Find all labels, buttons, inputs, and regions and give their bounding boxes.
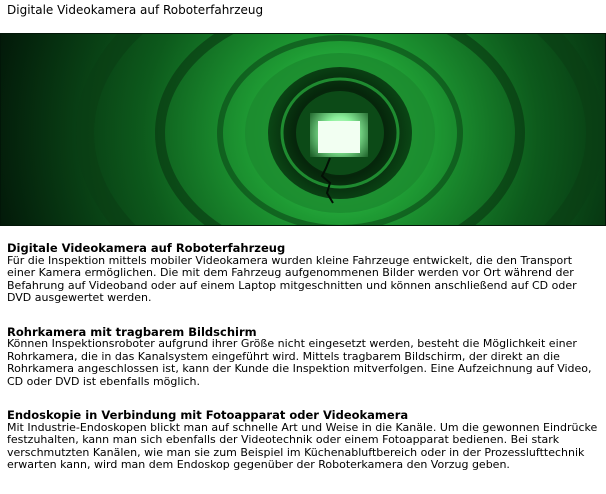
section-rohrkamera xyxy=(7,326,601,389)
section-text: Mit Industrie-Endoskopen blickt man auf schnelle Art und Weise in die Kanäle. Um die gewonnen Eindrücke festzuhalten, kann man sich ebenfalls der Videotechnik oder einem Fotoapparat bedienen. Bei stark verschmutzten Kanälen, wie man sie zum Beispiel im Küchenabluftbereich oder in der Prozesslufttechnik erwarten kann, wird man dem Endoskop gegenüber der Roboterkamera den Vorzug geben. xyxy=(7,420,598,471)
section-text: Können Inspektionsroboter aufgrund ihrer Größe nicht eingesetzt werden, besteht die Möglichkeit einer Rohrkamera, die in das Kanalsystem eingeführt wird. Mittels tragbarem Bildschirm, der direkt an die Rohrkamera angeschlossen ist, kann der Kunde die Inspektion mitverfolgen. Eine Aufzeichnung auf Video, CD oder DVD ist ebenfalls möglich. xyxy=(7,337,592,388)
page-title: Digitale Videokamera auf Roboterfahrzeug xyxy=(7,3,264,17)
section-heading: Endoskopie in Verbindung mit Fotoapparat oder Videokamera xyxy=(7,408,409,422)
section-text: Für die Inspektion mittels mobiler Videokamera wurden kleine Fahrzeuge entwickelt, die den Transport einer Kamera ermöglichen. Die mit dem Fahrzeug aufgenommenen Bilder werden vor Ort während der Befahrung auf Videoband oder auf einem Laptop mitgeschnitten und können anschließend auf CD oder DVD ausgewertet werden. xyxy=(7,253,577,304)
section-heading: Digitale Videokamera auf Roboterfahrzeug xyxy=(7,241,286,255)
content-area xyxy=(7,242,601,493)
section-roboterfahrzeug xyxy=(7,242,601,305)
section-heading: Rohrkamera mit tragbarem Bildschirm xyxy=(7,324,257,339)
header-image xyxy=(0,33,606,226)
section-endoskopie xyxy=(7,409,601,472)
pipe-interior-photo-icon xyxy=(0,33,606,226)
